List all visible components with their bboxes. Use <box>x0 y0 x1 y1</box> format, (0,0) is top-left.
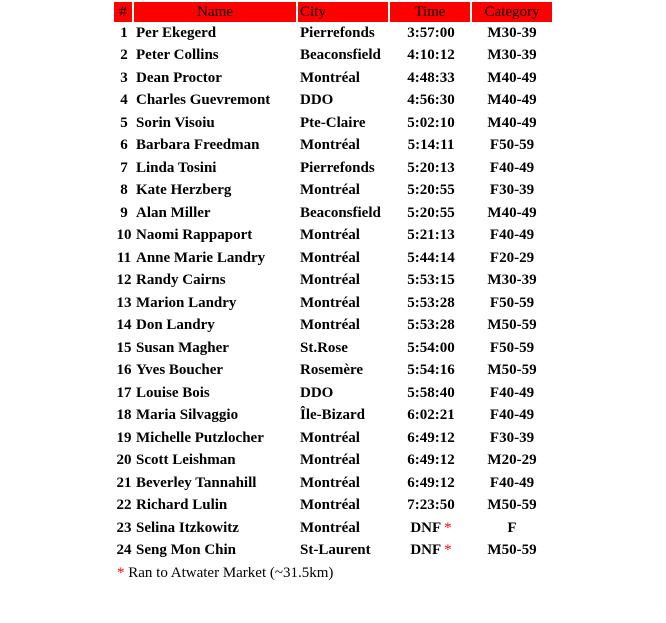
category-cell: F <box>507 519 517 536</box>
city-cell: Montréal <box>300 497 360 514</box>
name-cell: Louise Bois <box>136 384 210 401</box>
time-value: 5:14:11 <box>407 137 455 154</box>
time-cell <box>390 112 472 135</box>
table-row <box>114 247 552 270</box>
city-cell: St-Laurent <box>300 542 371 559</box>
category-cell: F50-59 <box>489 339 535 356</box>
city-cell: Pierrefonds <box>300 24 375 41</box>
header-category: Category <box>472 2 552 22</box>
time-value: 5:20:13 <box>407 159 455 176</box>
category-cell: F40-49 <box>489 474 535 491</box>
table-header-row <box>114 2 552 22</box>
table-row <box>114 540 552 563</box>
table-row <box>114 360 552 383</box>
table-row <box>114 157 552 180</box>
city-cell: Montréal <box>300 452 360 469</box>
city-cell: DDO <box>300 384 334 401</box>
table-row <box>114 202 552 225</box>
table-row <box>114 517 552 540</box>
table-row <box>114 495 552 518</box>
table-row <box>114 90 552 113</box>
name-cell: Beverley Tannahill <box>136 474 257 491</box>
rank-cell: 13 <box>116 294 132 311</box>
category-cell: M40-49 <box>487 69 537 86</box>
dnf-marker: * <box>444 542 452 559</box>
table-row <box>114 67 552 90</box>
name-cell: Michelle Putzlocher <box>136 429 264 446</box>
time-cell <box>390 360 472 383</box>
time-cell <box>390 292 472 315</box>
name-cell: Maria Silvaggio <box>136 407 239 424</box>
time-cell <box>390 247 472 270</box>
city-cell: Montréal <box>300 429 360 446</box>
table-row <box>114 450 552 473</box>
time-cell <box>390 337 472 360</box>
time-value: 5:54:16 <box>407 362 455 379</box>
time-value: 3:57:00 <box>407 24 455 41</box>
name-cell: Yves Boucher <box>136 362 224 379</box>
category-cell: M50-59 <box>487 542 537 559</box>
name-cell: Dean Proctor <box>136 69 222 86</box>
table-row <box>114 382 552 405</box>
table-row <box>114 270 552 293</box>
time-value: 5:54:00 <box>407 339 455 356</box>
rank-cell: 3 <box>120 69 128 86</box>
category-cell: M20-29 <box>487 452 537 469</box>
time-value: 5:53:28 <box>407 317 455 334</box>
table-row <box>114 427 552 450</box>
category-cell: F50-59 <box>489 294 535 311</box>
city-cell: Pierrefonds <box>300 159 375 176</box>
rank-cell: 19 <box>116 429 132 446</box>
name-cell: Randy Cairns <box>136 272 226 289</box>
time-cell <box>390 472 472 495</box>
name-cell: Susan Magher <box>136 339 229 356</box>
category-cell: M30-39 <box>487 47 537 64</box>
table-row <box>114 45 552 68</box>
city-cell: Beaconsfield <box>300 204 381 221</box>
time-cell <box>390 315 472 338</box>
name-cell: Scott Leishman <box>136 452 236 469</box>
city-cell: Montréal <box>300 227 360 244</box>
category-cell: M50-59 <box>487 317 537 334</box>
city-cell: Montréal <box>300 249 360 266</box>
category-cell: F40-49 <box>489 407 535 424</box>
header-number: # <box>114 2 134 22</box>
city-cell: Montréal <box>300 272 360 289</box>
time-cell <box>390 45 472 68</box>
time-cell <box>390 202 472 225</box>
rank-cell: 5 <box>120 114 128 131</box>
time-value: 5:20:55 <box>407 182 455 199</box>
table-row <box>114 337 552 360</box>
category-cell: M30-39 <box>487 24 537 41</box>
time-cell <box>390 90 472 113</box>
time-cell <box>390 405 472 428</box>
category-cell: F40-49 <box>489 159 535 176</box>
name-cell: Per Ekegerd <box>136 24 217 41</box>
rank-cell: 18 <box>116 407 132 424</box>
name-cell: Marion Landry <box>136 294 237 311</box>
city-cell: Île-Bizard <box>300 407 365 424</box>
header-time: Time <box>390 2 472 22</box>
time-value: 6:02:21 <box>407 407 455 424</box>
footnote-star: * <box>117 565 125 581</box>
time-value: 4:10:12 <box>407 47 455 64</box>
name-cell: Anne Marie Landry <box>136 249 266 266</box>
time-value: 5:44:14 <box>407 249 455 266</box>
city-cell: St.Rose <box>300 339 348 356</box>
city-cell: Montréal <box>300 182 360 199</box>
category-cell: M50-59 <box>487 497 537 514</box>
city-cell: Rosemère <box>300 362 364 379</box>
time-cell <box>390 450 472 473</box>
category-cell: F50-59 <box>489 137 535 154</box>
table-row <box>114 112 552 135</box>
rank-cell: 24 <box>116 542 132 559</box>
name-cell: Peter Collins <box>136 47 219 64</box>
rank-cell: 20 <box>116 452 132 469</box>
results-table <box>114 2 552 562</box>
time-cell <box>390 225 472 248</box>
city-cell: DDO <box>300 92 334 109</box>
city-cell: Montréal <box>300 69 360 86</box>
time-value: 4:56:30 <box>407 92 455 109</box>
rank-cell: 2 <box>120 47 128 64</box>
city-cell: Beaconsfield <box>300 47 381 64</box>
footnote-text: Ran to Atwater Market (~31.5km) <box>124 565 334 581</box>
city-cell: Montréal <box>300 294 360 311</box>
time-cell <box>390 427 472 450</box>
table-row <box>114 315 552 338</box>
time-value: DNF <box>410 519 442 536</box>
rank-cell: 23 <box>116 519 132 536</box>
rank-cell: 17 <box>116 384 132 401</box>
city-cell: Montréal <box>300 317 360 334</box>
time-value: 6:49:12 <box>407 452 455 469</box>
time-value: 6:49:12 <box>407 429 455 446</box>
category-cell: M30-39 <box>487 272 537 289</box>
category-cell: F40-49 <box>489 384 535 401</box>
category-cell: M40-49 <box>487 114 537 131</box>
time-value: 5:53:15 <box>407 272 455 289</box>
time-cell <box>390 67 472 90</box>
city-cell: Pte-Claire <box>300 114 366 131</box>
results-body <box>114 22 552 562</box>
category-cell: M50-59 <box>487 362 537 379</box>
time-cell <box>390 22 472 45</box>
category-cell: M40-49 <box>487 92 537 109</box>
time-cell <box>390 270 472 293</box>
table-row <box>114 225 552 248</box>
time-value: 6:49:12 <box>407 474 455 491</box>
rank-cell: 16 <box>116 362 132 379</box>
rank-cell: 8 <box>120 182 128 199</box>
name-cell: Charles Guevremont <box>136 92 271 109</box>
city-cell: Montréal <box>300 474 360 491</box>
time-value: 4:48:33 <box>407 69 455 86</box>
category-cell: F30-39 <box>489 182 535 199</box>
time-cell <box>390 540 472 563</box>
rank-cell: 9 <box>120 204 128 221</box>
name-cell: Richard Lulin <box>136 497 228 514</box>
rank-cell: 15 <box>116 339 132 356</box>
time-cell <box>390 157 472 180</box>
rank-cell: 14 <box>116 317 132 334</box>
rank-cell: 10 <box>116 227 132 244</box>
rank-cell: 11 <box>116 249 132 266</box>
category-cell: F40-49 <box>489 227 535 244</box>
name-cell: Alan Miller <box>136 204 211 221</box>
name-cell: Barbara Freedman <box>136 137 260 154</box>
category-cell: F20-29 <box>489 249 535 266</box>
table-row <box>114 22 552 45</box>
name-cell: Selina Itzkowitz <box>136 519 239 536</box>
name-cell: Don Landry <box>136 317 215 334</box>
dnf-marker: * <box>444 519 452 536</box>
rank-cell: 22 <box>116 497 132 514</box>
rank-cell: 12 <box>116 272 132 289</box>
table-row <box>114 405 552 428</box>
time-value: 5:21:13 <box>407 227 455 244</box>
name-cell: Naomi Rappaport <box>136 227 253 244</box>
time-value: DNF <box>410 542 442 559</box>
rank-cell: 1 <box>120 24 128 41</box>
table-row <box>114 135 552 158</box>
category-cell: F30-39 <box>489 429 535 446</box>
name-cell: Seng Mon Chin <box>136 542 237 559</box>
time-value: 5:58:40 <box>407 384 455 401</box>
footnote <box>117 565 333 582</box>
time-cell <box>390 495 472 518</box>
rank-cell: 6 <box>120 137 128 154</box>
name-cell: Sorin Visoiu <box>136 114 215 131</box>
city-cell: Montréal <box>300 519 360 536</box>
name-cell: Linda Tosini <box>136 159 217 176</box>
name-cell: Kate Herzberg <box>136 182 232 199</box>
time-value: 5:02:10 <box>407 114 455 131</box>
header-city: City <box>298 2 390 22</box>
time-value: 5:53:28 <box>407 294 455 311</box>
time-cell <box>390 135 472 158</box>
header-name: Name <box>134 2 298 22</box>
table-row <box>114 472 552 495</box>
time-cell <box>390 517 472 540</box>
time-cell <box>390 180 472 203</box>
rank-cell: 4 <box>120 92 128 109</box>
time-value: 5:20:55 <box>407 204 455 221</box>
rank-cell: 21 <box>116 474 132 491</box>
time-cell <box>390 382 472 405</box>
category-cell: M40-49 <box>487 204 537 221</box>
rank-cell: 7 <box>120 159 128 176</box>
city-cell: Montréal <box>300 137 360 154</box>
time-value: 7:23:50 <box>407 497 455 514</box>
table-row <box>114 292 552 315</box>
table-row <box>114 180 552 203</box>
